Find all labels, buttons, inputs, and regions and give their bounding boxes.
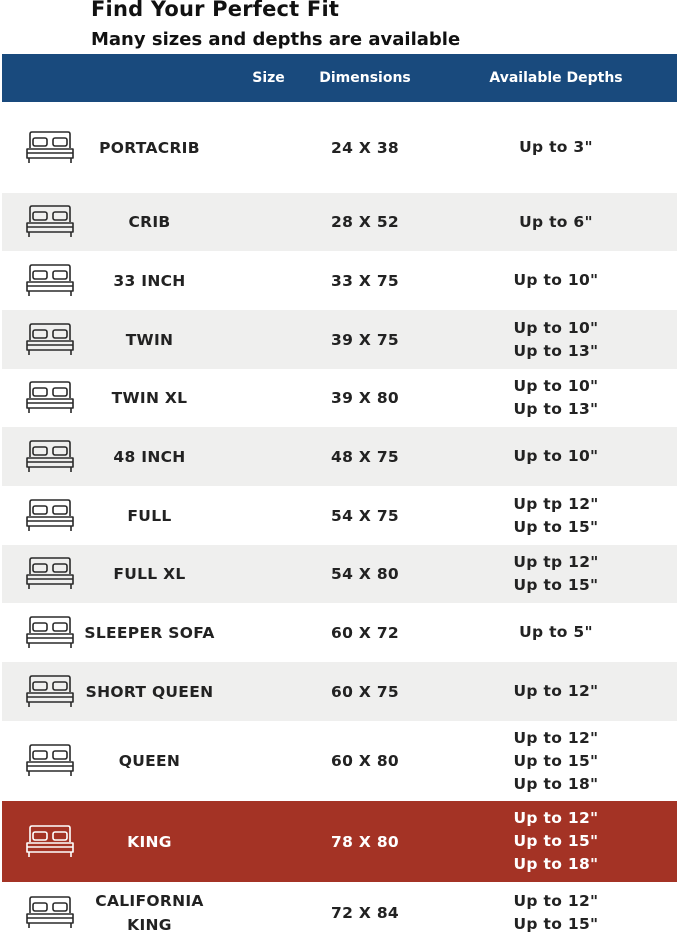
dimensions-cell: 54 X 80 [331, 565, 399, 583]
size-name-line: 48 INCH [113, 447, 186, 466]
dimensions-cell: 78 X 80 [331, 832, 399, 851]
size-name-line: CRIB [128, 213, 171, 231]
depth-option: Up to 12" [513, 728, 599, 747]
bed-icon [24, 615, 76, 651]
depths-cell [435, 807, 677, 876]
depth-option: Up to 18" [513, 774, 599, 793]
bed-icon [24, 743, 76, 779]
size-name [77, 889, 222, 937]
size-name [77, 445, 222, 469]
size-name-line: FULL XL [113, 565, 186, 583]
bed-icon [24, 130, 76, 166]
depth-option: Up to 13" [513, 341, 599, 360]
size-name-line: TWIN XL [111, 389, 188, 407]
depth-option: Up to 12" [513, 809, 599, 827]
column-header-size: Size [252, 70, 285, 86]
depth-option: Up to 3" [519, 138, 593, 156]
table-row [2, 662, 677, 721]
bed-icon [24, 824, 76, 860]
bed-icon [24, 498, 76, 534]
depths-cell [435, 317, 677, 363]
table-row [2, 427, 677, 486]
dimensions-cell: 54 X 75 [331, 506, 399, 525]
size-name-line: CALIFORNIA [95, 892, 204, 910]
depth-option: Up to 12" [513, 682, 599, 700]
depth-option: Up to 13" [513, 400, 599, 418]
size-name [77, 328, 222, 352]
size-table [2, 54, 677, 937]
bed-icon [24, 322, 76, 358]
page-title: Find Your Perfect Fit [91, 0, 340, 21]
page-subtitle: Many sizes and depths are available [91, 29, 461, 50]
dimensions-cell: 72 X 84 [331, 904, 399, 922]
table-row [2, 801, 677, 882]
size-name [77, 749, 222, 773]
depth-option: Up to 10" [513, 447, 599, 465]
size-name [77, 210, 222, 234]
depth-option: Up to 15" [513, 915, 599, 933]
depth-option: Up to 15" [513, 832, 599, 850]
depth-option: Up to 10" [513, 377, 599, 395]
size-name [77, 504, 222, 528]
depths-cell [435, 269, 677, 292]
dimensions-cell: 24 X 38 [331, 138, 399, 157]
depths-cell [435, 211, 677, 234]
table-row [2, 193, 677, 251]
depth-option: Up tp 12" [513, 553, 599, 571]
dimensions-cell: 33 X 75 [331, 271, 399, 290]
bed-icon [24, 263, 76, 299]
depth-option: Up to 15" [513, 751, 599, 770]
table-header [2, 54, 677, 102]
depth-option: Up to 18" [513, 855, 599, 873]
depths-cell [435, 621, 677, 644]
size-name [77, 621, 222, 645]
column-header-dimensions: Dimensions [319, 70, 411, 86]
table-row [2, 721, 677, 801]
size-name-line: TWIN [125, 330, 174, 349]
table-row [2, 882, 677, 937]
table-row [2, 251, 677, 310]
depths-cell [435, 136, 677, 159]
bed-icon [24, 380, 76, 416]
size-name-line: 33 INCH [113, 271, 186, 290]
dimensions-cell: 60 X 80 [331, 752, 399, 770]
depth-option: Up to 15" [513, 517, 599, 536]
size-name-line: KING [127, 832, 172, 851]
dimensions-cell: 39 X 80 [331, 389, 399, 407]
depths-cell [435, 375, 677, 421]
dimensions-cell: 28 X 52 [331, 213, 399, 231]
table-row [2, 603, 677, 662]
bed-icon [24, 895, 76, 931]
bed-icon [24, 556, 76, 592]
depths-cell [435, 890, 677, 936]
bed-icon [24, 204, 76, 240]
dimensions-cell: 39 X 75 [331, 330, 399, 349]
depth-option: Up to 10" [513, 271, 599, 289]
table-row [2, 102, 677, 193]
depth-option: Up to 12" [513, 892, 599, 910]
size-name-line: SLEEPER SOFA [84, 623, 215, 642]
size-name-line: KING [127, 916, 172, 934]
size-name-line: PORTACRIB [99, 138, 200, 157]
size-name [77, 386, 222, 410]
size-name [77, 680, 222, 704]
depths-cell [435, 445, 677, 468]
column-header-depths: Available Depths [489, 70, 623, 86]
depth-option: Up to 5" [519, 623, 593, 641]
size-name [77, 830, 222, 854]
bed-icon [24, 674, 76, 710]
dimensions-cell: 60 X 75 [331, 682, 399, 701]
table-row [2, 369, 677, 427]
size-name-line: SHORT QUEEN [85, 682, 214, 701]
table-body [2, 102, 677, 937]
depth-option: Up to 15" [513, 576, 599, 594]
size-name [77, 136, 222, 160]
depth-option: Up to 6" [519, 212, 593, 231]
depth-option: Up tp 12" [513, 494, 599, 513]
table-row [2, 486, 677, 545]
depths-cell [435, 680, 677, 703]
bed-icon [24, 439, 76, 475]
size-name-line: QUEEN [118, 752, 181, 770]
size-name-line: FULL [127, 506, 172, 525]
size-name [77, 562, 222, 586]
dimensions-cell: 48 X 75 [331, 447, 399, 466]
size-name [77, 269, 222, 293]
depths-cell [435, 551, 677, 597]
dimensions-cell: 60 X 72 [331, 623, 399, 642]
depths-cell [435, 727, 677, 796]
depth-option: Up to 10" [513, 318, 599, 337]
table-row [2, 310, 677, 369]
table-row [2, 545, 677, 603]
depths-cell [435, 493, 677, 539]
